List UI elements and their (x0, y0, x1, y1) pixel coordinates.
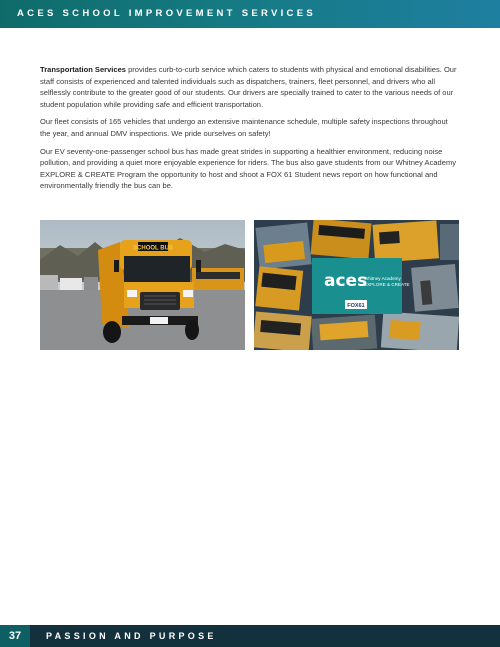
paragraph-lead: Transportation Services (40, 65, 126, 74)
school-bus-photo (40, 220, 245, 350)
footer-title: PASSION AND PURPOSE (46, 631, 217, 641)
header-band (0, 0, 500, 28)
collage-brand: aces (324, 271, 368, 291)
collage-subtitle-1: Whitney Academy (364, 276, 401, 281)
fox61-badge: FOX61 (347, 303, 365, 309)
paragraph-transportation (40, 64, 460, 110)
header-title: ACES SCHOOL IMPROVEMENT SERVICES (17, 8, 316, 19)
body-text (40, 64, 460, 198)
collage-illustration (254, 220, 459, 350)
paragraph-fleet: Our fleet consists of 165 vehicles that undergo an extensive maintenance schedule, multiple safety inspections throughout the year, and annual DMV inspections. We pride ourselves on safety! (40, 117, 448, 138)
page-number: 37 (8, 630, 22, 642)
news-report-collage (254, 220, 459, 350)
paragraph-rest: provides curb-to-curb service which caters to students with physical and emotional disabilities. Our staff consists of experienced and talented individuals such as dispatchers, trainers, fleet personnel, and drivers who all selflessly contribute to the greater good of our students. Our drivers are specially trained to cater to the various needs of our student population while providing safe and efficient transportation. (40, 65, 457, 109)
paragraph-ev-bus: Our EV seventy-one-passenger school bus has made great strides in supporting a healthier environment, reducing noise pollution, and providing a quiet more enjoyable experience for riders. The bus also gave students from our Whitney Academy EXPLORE & CREATE Program the opportunity to host and shoot a FOX 61 Student news report on how functional and environmentally friendly the bus can be. (40, 146, 457, 191)
collage-subtitle-2: EXPLORE & CREATE (364, 282, 410, 287)
footer-band (0, 625, 500, 647)
school-bus-illustration (40, 220, 245, 350)
school-bus-sign: SCHOOL BUS (133, 245, 173, 252)
page-number-box (0, 625, 30, 647)
